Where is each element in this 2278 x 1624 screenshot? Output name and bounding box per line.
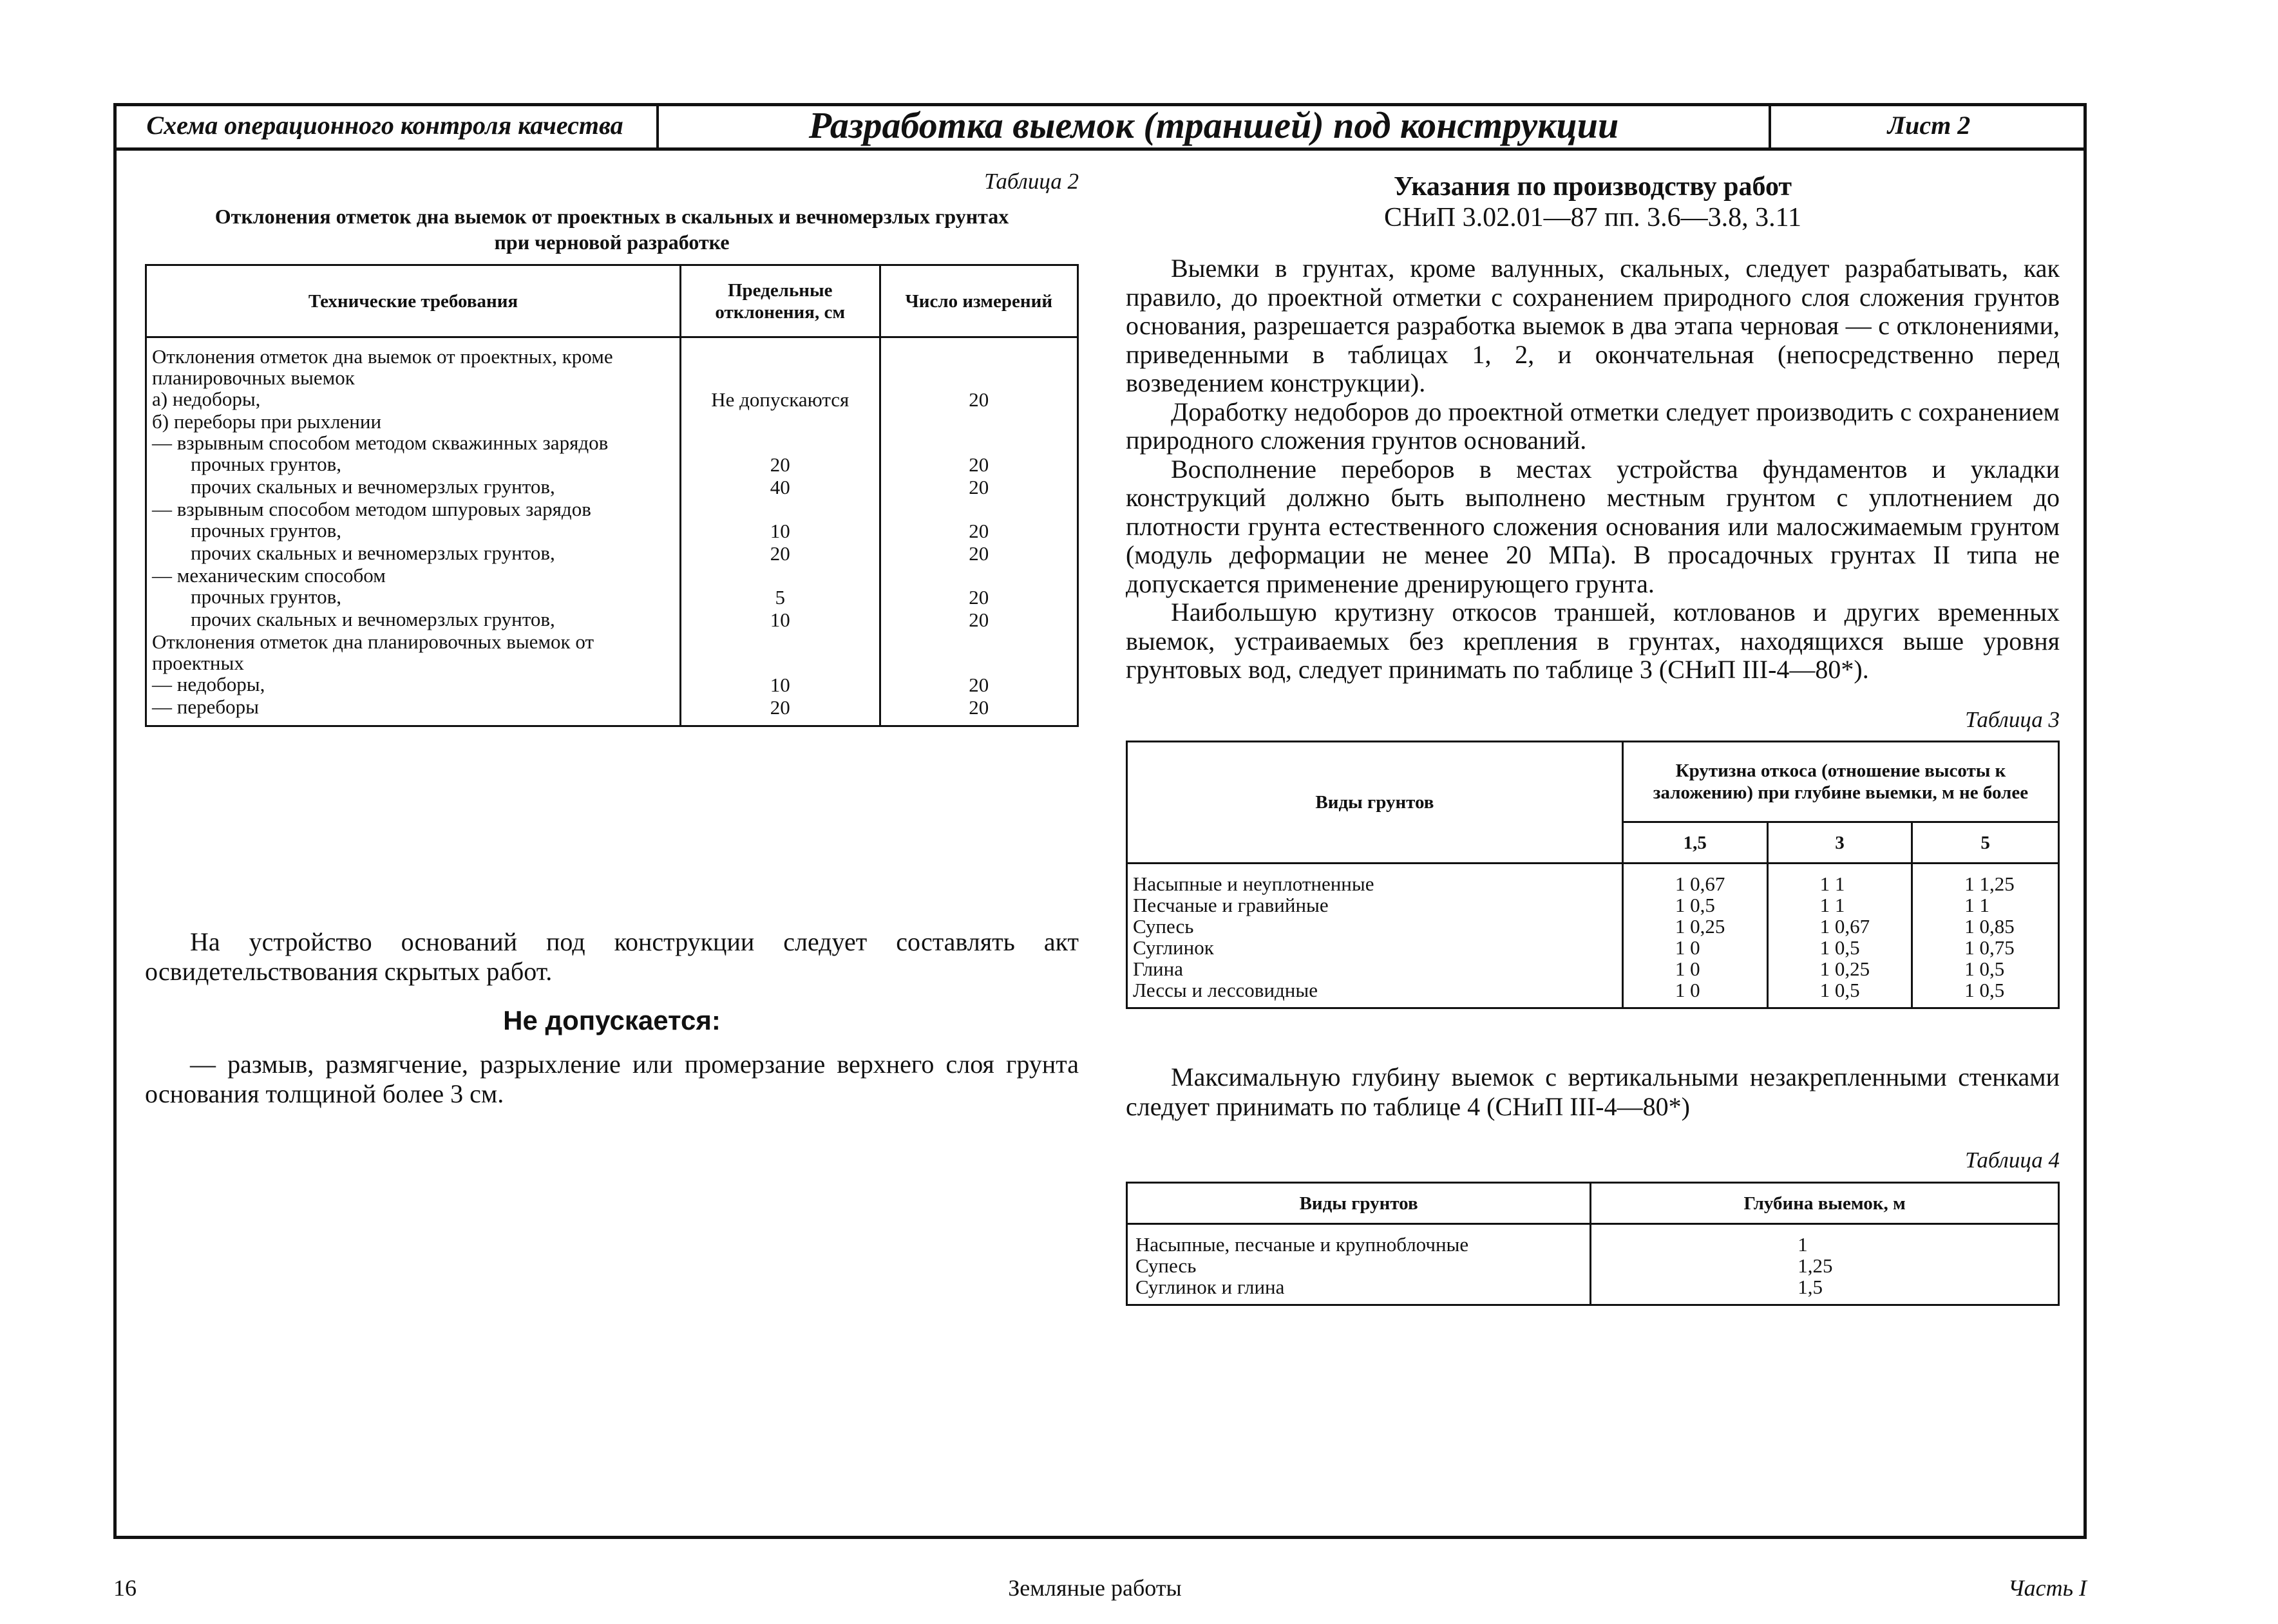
slope-cell: 1 0,5 (1622, 894, 1767, 916)
soil-cell: Насыпные, песчаные и крупноблочные (1127, 1224, 1591, 1256)
table2-caption: Таблица 2 (984, 169, 1079, 194)
slope-cell: 1 0,5 (1912, 979, 2059, 1008)
soil-cell: Супесь (1127, 1255, 1591, 1276)
requirement-cell: прочих скальных и вечномерзлых грунтов, (146, 542, 681, 565)
requirement-cell: — недоборы, (146, 674, 681, 696)
table2-header-dev: Предельные отклонения, см (680, 265, 880, 337)
table-row (146, 565, 1078, 586)
depth-cell: 1,5 (1591, 1276, 2059, 1305)
table-row (1127, 937, 2059, 958)
table-row (1127, 958, 2059, 979)
table-row (146, 542, 1078, 565)
requirement-cell: прочих скальных и вечномерзлых грунтов, (146, 609, 681, 631)
count-cell (880, 565, 1077, 586)
count-cell: 20 (880, 696, 1077, 726)
header-bar (113, 103, 2087, 151)
table-row (146, 411, 1078, 432)
table2-header-count: Число измерений (880, 265, 1077, 337)
requirement-cell: б) переборы при рыхлении (146, 411, 681, 432)
soil-cell: Суглинок и глина (1127, 1276, 1591, 1305)
soil-cell: Глина (1127, 958, 1623, 979)
left-text (145, 927, 1079, 1109)
table4 (1126, 1182, 2060, 1306)
count-cell (880, 631, 1077, 674)
requirement-cell: прочных грунтов, (146, 520, 681, 542)
table-row (146, 453, 1078, 476)
slope-cell: 1 1 (1912, 894, 2059, 916)
table-row (146, 631, 1078, 674)
table3-depth: 3 (1767, 822, 1912, 864)
not-allowed-item: — размыв, размягчение, разрыхление или промерзание верхнего слоя грунта основания толщиной более 3 см. (145, 1050, 1079, 1108)
deviation-cell: 10 (680, 520, 880, 542)
table-row (1127, 1255, 2059, 1276)
slope-cell: 1 0,67 (1622, 864, 1767, 895)
slope-cell: 1 0,67 (1767, 916, 1912, 937)
slope-cell: 1 0,5 (1767, 979, 1912, 1008)
footer-section: Земляные работы (1008, 1575, 1182, 1601)
table3-caption: Таблица 3 (1965, 707, 2060, 732)
deviation-cell: 5 (680, 586, 880, 609)
footer-part: Часть I (2007, 1575, 2087, 1601)
requirement-cell: Отклонения отметок дна планировочных выемок от проектных (146, 631, 681, 674)
table-row (146, 609, 1078, 631)
count-cell: 20 (880, 674, 1077, 696)
slope-cell: 1 0 (1622, 958, 1767, 979)
count-cell: 20 (880, 520, 1077, 542)
table4-intro: Максимальную глубину выемок с вертикальными незакрепленными стенками следует принимать по таблице 4 (СНиП III-4—80*) (1126, 1062, 2060, 1121)
deviation-cell: 10 (680, 609, 880, 631)
table-row (1127, 894, 2059, 916)
instructions-paragraph: Восполнение переборов в местах устройства фундаментов и укладки конструкций должно быть выполнено местным грунтом с уплотнением до плотности грунта естественного сложения основания или малосжимаемым грунтом (модуль деформации не менее 20 МПа). В просадочных грунтах II типа не допускается применение дренирующего грунта. (1126, 454, 2060, 598)
table4-caption: Таблица 4 (1965, 1147, 2060, 1173)
slope-cell: 1 0,25 (1767, 958, 1912, 979)
table-row (1127, 916, 2059, 937)
count-cell: 20 (880, 586, 1077, 609)
deviation-cell: 20 (680, 453, 880, 476)
slope-cell: 1 0,85 (1912, 916, 2059, 937)
table2-title: Отклонения отметок дна выемок от проектных в скальных и вечномерзлых грунтах при черновой разработке (214, 205, 1009, 254)
deviation-cell (680, 498, 880, 520)
slope-cell: 1 1 (1767, 894, 1912, 916)
instructions-paragraph: Выемки в грунтах, кроме валунных, скальных, следует разрабатывать, как правило, до проектной отметки с сохранением природного слоя сложения грунтов основания, разрешается разработка выемок в два этапа черновая — с отклонениями, приведенными в таблицах 1, 2, и окончательная (непосредственно перед возведением конструкции). (1126, 254, 2060, 397)
deviation-cell: 40 (680, 476, 880, 498)
instructions-paragraph: Доработку недоборов до проектной отметки следует производить с сохранением природного сложения грунтов оснований. (1126, 397, 2060, 455)
requirement-cell: а) недоборы, (146, 388, 681, 411)
table3-depth: 5 (1912, 822, 2059, 864)
soil-cell: Суглинок (1127, 937, 1623, 958)
deviation-cell: 20 (680, 542, 880, 565)
deviation-cell (680, 337, 880, 389)
table3 (1126, 741, 2060, 1009)
slope-cell: 1 1 (1767, 864, 1912, 895)
soil-cell: Песчаные и гравийные (1127, 894, 1623, 916)
soil-cell: Насыпные и неуплотненные (1127, 864, 1623, 895)
table4-header-depth: Глубина выемок, м (1591, 1183, 2059, 1224)
depth-cell: 1 (1591, 1224, 2059, 1256)
table-row (146, 498, 1078, 520)
soil-cell: Супесь (1127, 916, 1623, 937)
count-cell: 20 (880, 609, 1077, 631)
count-cell (880, 432, 1077, 453)
table-row (146, 337, 1078, 389)
requirement-cell: — взрывным способом методом скважинных зарядов (146, 432, 681, 453)
count-cell: 20 (880, 453, 1077, 476)
slope-cell: 1 0,5 (1767, 937, 1912, 958)
deviation-cell (680, 432, 880, 453)
deviation-cell (680, 411, 880, 432)
table2 (145, 264, 1079, 727)
count-cell: 20 (880, 476, 1077, 498)
table-row (146, 674, 1078, 696)
deviation-cell: 10 (680, 674, 880, 696)
deviation-cell (680, 631, 880, 674)
instructions-title: Указания по производству работ (1393, 172, 1792, 202)
deviation-cell: 20 (680, 696, 880, 726)
table-row (146, 520, 1078, 542)
header-left: Схема операционного контроля качества (113, 103, 659, 147)
requirement-cell: — взрывным способом методом шпуровых зарядов (146, 498, 681, 520)
slope-cell: 1 0,5 (1912, 958, 2059, 979)
table4-header-soil: Виды грунтов (1127, 1183, 1591, 1224)
soil-cell: Лессы и лессовидные (1127, 979, 1623, 1008)
slope-cell: 1 0 (1622, 937, 1767, 958)
table-row (146, 586, 1078, 609)
table-row (146, 388, 1078, 411)
table-row (1127, 979, 2059, 1008)
instructions-body (1126, 254, 2060, 685)
instructions-header (1126, 171, 2060, 233)
header-title: Разработка выемок (траншей) под конструкции (659, 103, 1771, 147)
requirement-cell: прочных грунтов, (146, 586, 681, 609)
requirement-cell: — переборы (146, 696, 681, 726)
table3-depth: 1,5 (1622, 822, 1767, 864)
requirement-cell: прочих скальных и вечномерзлых грунтов, (146, 476, 681, 498)
count-cell (880, 337, 1077, 389)
slope-cell: 1 0,75 (1912, 937, 2059, 958)
slope-cell: 1 0 (1622, 979, 1767, 1008)
page-number: 16 (113, 1575, 137, 1601)
table-row (1127, 1224, 2059, 1256)
count-cell: 20 (880, 388, 1077, 411)
not-allowed-heading: Не допускается: (503, 1005, 721, 1035)
table-row (146, 696, 1078, 726)
instructions-subtitle: СНиП 3.02.01—87 пп. 3.6—3.8, 3.11 (1383, 203, 1802, 232)
table-row (146, 476, 1078, 498)
requirement-cell: — механическим способом (146, 565, 681, 586)
table-row (1127, 1276, 2059, 1305)
table-row (1127, 864, 2059, 895)
requirement-cell: прочных грунтов, (146, 453, 681, 476)
header-sheet: Лист 2 (1887, 111, 1971, 140)
table3-header-soil: Виды грунтов (1127, 742, 1623, 864)
act-paragraph: На устройство оснований под конструкции следует составлять акт освидетельствования скрытых работ. (145, 927, 1079, 986)
requirement-cell: Отклонения отметок дна выемок от проектных, кроме планировочных выемок (146, 337, 681, 389)
count-cell (880, 498, 1077, 520)
instructions-paragraph: Наибольшую крутизну откосов траншей, котлованов и других временных выемок, устраиваемых без крепления в грунтах, находящихся выше уровня грунтовых вод, следует принимать по таблице 3 (СНиП III-4—80*). (1126, 598, 2060, 684)
deviation-cell: Не допускаются (680, 388, 880, 411)
slope-cell: 1 1,25 (1912, 864, 2059, 895)
table3-header-slope: Крутизна откоса (отношение высоты к заложению) при глубине выемки, м не более (1622, 742, 2058, 822)
table-row (146, 432, 1078, 453)
table2-header-req: Технические требования (146, 265, 681, 337)
count-cell: 20 (880, 542, 1077, 565)
depth-cell: 1,25 (1591, 1255, 2059, 1276)
deviation-cell (680, 565, 880, 586)
count-cell (880, 411, 1077, 432)
slope-cell: 1 0,25 (1622, 916, 1767, 937)
